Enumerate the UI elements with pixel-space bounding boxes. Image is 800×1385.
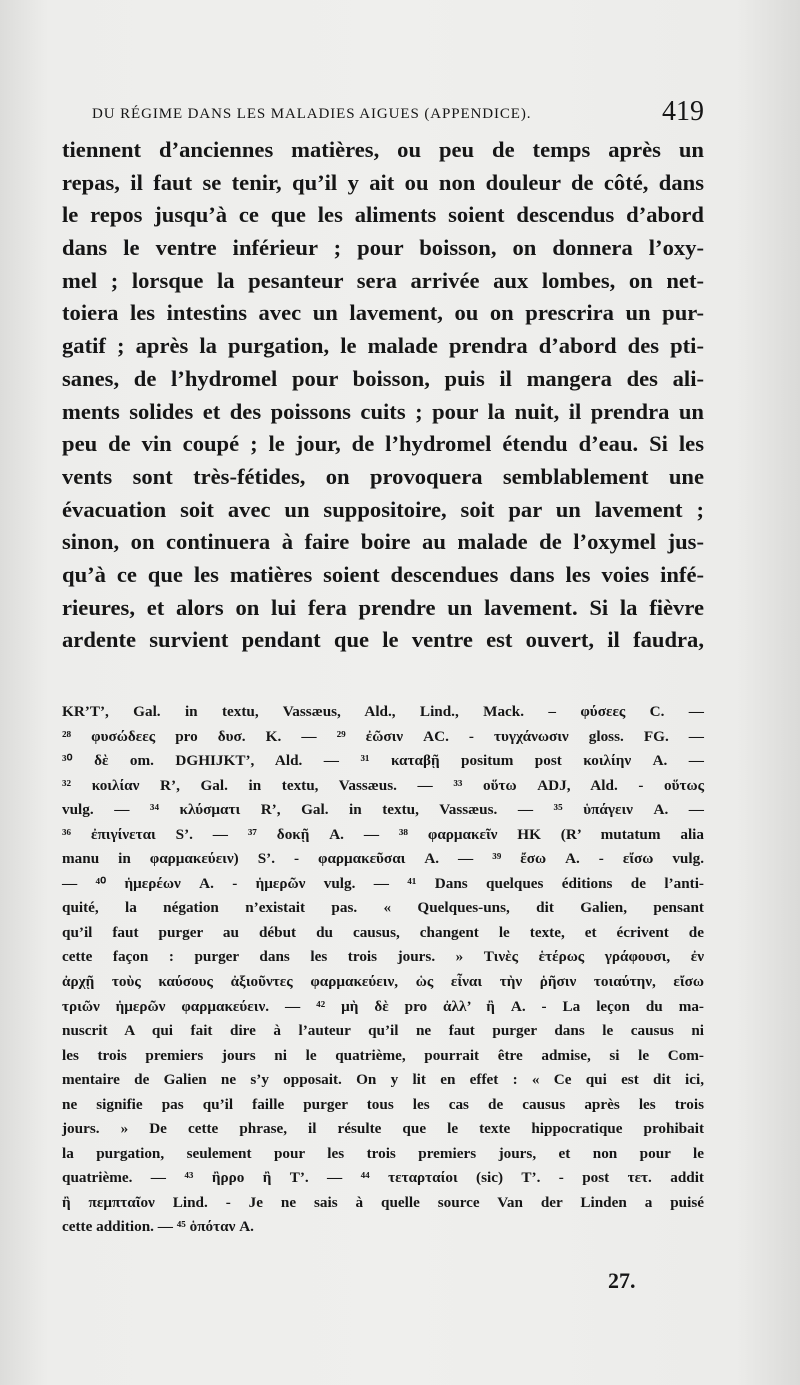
main-text-block [62,134,704,657]
page-number: 419 [662,96,704,127]
text-line: gatif ; après la purgation, le malade prendra d’abord des pti- [62,333,704,359]
footnotes-block [62,700,704,1240]
text-line: dans le ventre inférieur ; pour boisson, on donnera l’oxy- [62,235,704,261]
footnote-line: nuscrit A qui fait dire à l’auteur qu’il ne faut purger dans le causus ni [62,1022,704,1040]
footnote-line: ³² κοιλίαν R’, Gal. in textu, Vassæus. — ³³ οὕτω ADJ, Ald. - οὕτως [62,776,704,794]
text-line: peu de vin coupé ; le jour, de l’hydromel étendu d’eau. Si les [62,431,704,457]
footnote-line: ³⁰ δὲ om. DGHIJKT’, Ald. — ³¹ καταβῇ positum post κοιλίην A. — [62,752,704,770]
footnote-line: la purgation, seulement pour les trois premiers jours, et non pour le [62,1144,704,1162]
text-line: ments solides et des poissons cuits ; pour la nuit, il prendra un [62,398,704,424]
footnote-line: τριῶν ἡμερῶν φαρμακεύειν. — ⁴² μὴ δὲ pro ἀλλ’ ἢ A. - La leçon du ma- [62,997,704,1015]
text-line: toiera les intestins avec un lavement, ou on prescrira un pur- [62,300,704,326]
running-head: DU RÉGIME DANS LES MALADIES AIGUES (APPENDICE). [92,106,532,122]
footnote-line: jours. » De cette phrase, il résulte que le texte hippocratique prohibait [62,1120,704,1138]
footnote-line: KR’T’, Gal. in textu, Vassæus, Ald., Lind., Mack. – φύσεες C. — [62,703,704,720]
footnote-line: ἢ πεμπταῖον Lind. - Je ne sais à quelle source Van der Linden a puisé [62,1193,704,1211]
text-line: sanes, de l’hydromel pour boisson, puis il mangera des ali- [62,365,704,391]
text-line: qu’à ce que les matières soient descendues dans les voies infé- [62,561,704,587]
footnote-line: quatrième. — ⁴³ ἢρρο ἢ T’. — ⁴⁴ τεταρταίοι (sic) T’. - post τετ. addit [62,1169,704,1187]
footnote-line: ne signifie pas qu’il faille purger tous les cas de causus après les trois [62,1095,704,1113]
text-line: mel ; lorsque la pesanteur sera arrivée aux lombes, on net- [62,267,704,293]
text-line: rieures, et alors on lui fera prendre un lavement. Si la fièvre [62,594,704,620]
footnote-line: ἀρχῇ τοὺς καύσους ἀξιοῦντες φαρμακεύειν, ὡς εἶναι τὴν ῥῆσιν τοιαύτην, εἴσω [62,973,704,991]
printer-signature-mark: 27. [608,1268,636,1293]
text-line: sinon, on continuera à faire boire au malade de l’oxymel jus- [62,529,704,555]
footnote-line: mentaire de Galien ne s’y opposait. On y lit en effet : « Ce qui est dit ici, [62,1071,704,1089]
footnote-line: cette façon : purger dans les trois jours. » Τινὲς ἑτέρως γράφουσι, ἐν [62,948,704,966]
text-line: évacuation soit avec un suppositoire, soit par un lavement ; [62,496,704,522]
footnote-line: qu’il faut purger au début du causus, changent le texte, et écrivent de [62,923,704,941]
footnote-line: ²⁸ φυσώδεες pro δυσ. K. — ²⁹ ἐῶσιν AC. - τυγχάνωσιν gloss. FG. — [62,727,704,745]
footnote-line: manu in φαρμακεύειν) S’. - φαρμακεῦσαι A. — ³⁹ ἔσω A. - εἴσω vulg. [62,850,704,868]
text-line: ardente survient pendant que le ventre est ouvert, il faudra, [62,627,704,653]
text-line: le repos jusqu’à ce que les aliments soient descendus d’abord [62,202,704,228]
text-line: vents sont très-fétides, on provoquera semblablement une [62,463,704,489]
footnote-line: ³⁶ ἐπιγίνεται S’. — ³⁷ δοκῇ A. — ³⁸ φαρμακεῖν HK (R’ mutatum alia [62,825,704,843]
footnote-line: cette addition. — ⁴⁵ ὁπόταν A. [62,1218,254,1236]
footnote-line: les trois premiers jours ni le quatrième, pourrait être admise, si le Com- [62,1046,704,1064]
footnote-line: quité, la négation n’existait pas. « Quelques-uns, dit Galien, pensant [62,899,704,917]
text-line: repas, il faut se tenir, qu’il y ait ou non douleur de côté, dans [62,169,704,195]
footnote-line: — ⁴⁰ ἡμερέων A. - ἡμερῶν vulg. — ⁴¹ Dans quelques éditions de l’anti- [62,874,704,892]
footnote-line: vulg. — ³⁴ κλύσματι R’, Gal. in textu, Vassæus. — ³⁵ ὑπάγειν A. — [62,801,704,819]
text-line: tiennent d’anciennes matières, ou peu de temps après un [62,137,704,162]
